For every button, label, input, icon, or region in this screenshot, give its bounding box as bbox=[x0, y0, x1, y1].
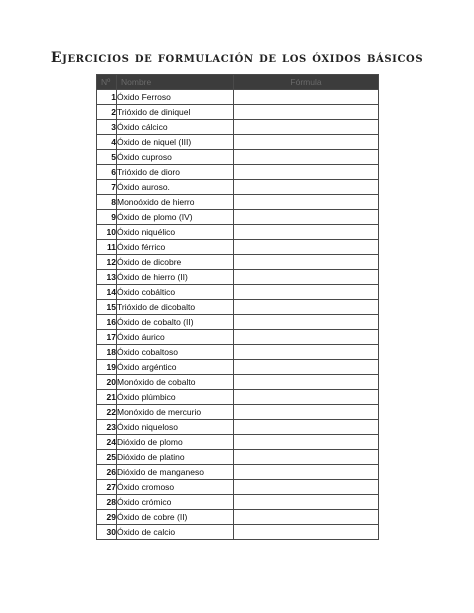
table-row bbox=[97, 315, 379, 330]
row-number: 16 bbox=[97, 315, 117, 330]
formula-cell[interactable] bbox=[234, 420, 379, 435]
table-row bbox=[97, 120, 379, 135]
table-row bbox=[97, 225, 379, 240]
formula-cell[interactable] bbox=[234, 495, 379, 510]
row-number: 1 bbox=[97, 90, 117, 105]
compound-name: Óxido de hierro (II) bbox=[117, 270, 234, 285]
formula-cell[interactable] bbox=[234, 510, 379, 525]
table-row bbox=[97, 435, 379, 450]
compound-name: Óxido plúmbico bbox=[117, 390, 234, 405]
row-number: 21 bbox=[97, 390, 117, 405]
formula-cell[interactable] bbox=[234, 525, 379, 540]
formula-cell[interactable] bbox=[234, 165, 379, 180]
table-body bbox=[97, 90, 379, 540]
page-title: Ejercicios de formulación de los óxidos básicos bbox=[50, 50, 424, 66]
row-number: 9 bbox=[97, 210, 117, 225]
table-row bbox=[97, 390, 379, 405]
row-number: 22 bbox=[97, 405, 117, 420]
compound-name: Dióxido de platino bbox=[117, 450, 234, 465]
compound-name: Óxido de calcio bbox=[117, 525, 234, 540]
compound-name: Monoóxido de hierro bbox=[117, 195, 234, 210]
row-number: 4 bbox=[97, 135, 117, 150]
formula-cell[interactable] bbox=[234, 315, 379, 330]
row-number: 3 bbox=[97, 120, 117, 135]
formula-cell[interactable] bbox=[234, 465, 379, 480]
table-row bbox=[97, 330, 379, 345]
row-number: 10 bbox=[97, 225, 117, 240]
compound-name: Óxido férrico bbox=[117, 240, 234, 255]
row-number: 17 bbox=[97, 330, 117, 345]
table-row bbox=[97, 510, 379, 525]
table-row bbox=[97, 480, 379, 495]
column-header-number: Nº bbox=[97, 75, 117, 90]
compound-name: Trióxido de dioro bbox=[117, 165, 234, 180]
row-number: 26 bbox=[97, 465, 117, 480]
row-number: 27 bbox=[97, 480, 117, 495]
formula-cell[interactable] bbox=[234, 285, 379, 300]
column-header-name: Nombre bbox=[117, 75, 234, 90]
row-number: 23 bbox=[97, 420, 117, 435]
row-number: 2 bbox=[97, 105, 117, 120]
compound-name: Óxido auroso. bbox=[117, 180, 234, 195]
formula-cell[interactable] bbox=[234, 390, 379, 405]
compound-name: Monóxido de cobalto bbox=[117, 375, 234, 390]
row-number: 19 bbox=[97, 360, 117, 375]
compound-name: Óxido niqueloso bbox=[117, 420, 234, 435]
table-row bbox=[97, 345, 379, 360]
compound-name: Dióxido de manganeso bbox=[117, 465, 234, 480]
table-row bbox=[97, 90, 379, 105]
formula-cell[interactable] bbox=[234, 345, 379, 360]
formula-cell[interactable] bbox=[234, 300, 379, 315]
table-row bbox=[97, 105, 379, 120]
row-number: 13 bbox=[97, 270, 117, 285]
row-number: 25 bbox=[97, 450, 117, 465]
formula-cell[interactable] bbox=[234, 360, 379, 375]
formula-cell[interactable] bbox=[234, 270, 379, 285]
compound-name: Dióxido de plomo bbox=[117, 435, 234, 450]
compound-name: Óxido de niquel (III) bbox=[117, 135, 234, 150]
compound-name: Trióxido de diniquel bbox=[117, 105, 234, 120]
table-row bbox=[97, 240, 379, 255]
compound-name: Trióxido de dicobalto bbox=[117, 300, 234, 315]
table-row bbox=[97, 165, 379, 180]
formula-cell[interactable] bbox=[234, 120, 379, 135]
formula-cell[interactable] bbox=[234, 450, 379, 465]
formula-cell[interactable] bbox=[234, 105, 379, 120]
compound-name: Óxido cromoso bbox=[117, 480, 234, 495]
row-number: 20 bbox=[97, 375, 117, 390]
table-row bbox=[97, 375, 379, 390]
column-header-formula: Fórmula bbox=[234, 75, 379, 90]
row-number: 7 bbox=[97, 180, 117, 195]
table-row bbox=[97, 285, 379, 300]
compound-name: Óxido argéntico bbox=[117, 360, 234, 375]
row-number: 15 bbox=[97, 300, 117, 315]
formula-cell[interactable] bbox=[234, 180, 379, 195]
compound-name: Óxido de cobalto (II) bbox=[117, 315, 234, 330]
row-number: 28 bbox=[97, 495, 117, 510]
table-row bbox=[97, 360, 379, 375]
row-number: 30 bbox=[97, 525, 117, 540]
table-header-row bbox=[97, 75, 379, 90]
compound-name: Óxido cuproso bbox=[117, 150, 234, 165]
compound-name: Óxido niquélico bbox=[117, 225, 234, 240]
formula-cell[interactable] bbox=[234, 435, 379, 450]
formula-cell[interactable] bbox=[234, 480, 379, 495]
table-row bbox=[97, 195, 379, 210]
formula-cell[interactable] bbox=[234, 135, 379, 150]
compound-name: Óxido cobaltoso bbox=[117, 345, 234, 360]
row-number: 8 bbox=[97, 195, 117, 210]
compound-name: Óxido Ferroso bbox=[117, 90, 234, 105]
formula-cell[interactable] bbox=[234, 255, 379, 270]
compound-name: Óxido cálcico bbox=[117, 120, 234, 135]
table-header bbox=[97, 75, 379, 90]
compound-name: Óxido áurico bbox=[117, 330, 234, 345]
formula-cell[interactable] bbox=[234, 405, 379, 420]
row-number: 29 bbox=[97, 510, 117, 525]
compound-name: Óxido de cobre (II) bbox=[117, 510, 234, 525]
formula-cell[interactable] bbox=[234, 375, 379, 390]
compound-name: Óxido cobáltico bbox=[117, 285, 234, 300]
compound-name: Monóxido de mercurio bbox=[117, 405, 234, 420]
compound-name: Óxido de dicobre bbox=[117, 255, 234, 270]
row-number: 18 bbox=[97, 345, 117, 360]
table-row bbox=[97, 450, 379, 465]
table-row bbox=[97, 405, 379, 420]
compound-name: Óxido crómico bbox=[117, 495, 234, 510]
table-row bbox=[97, 180, 379, 195]
table-row bbox=[97, 135, 379, 150]
table-row bbox=[97, 210, 379, 225]
table-row bbox=[97, 255, 379, 270]
table-row bbox=[97, 525, 379, 540]
formula-cell[interactable] bbox=[234, 210, 379, 225]
row-number: 12 bbox=[97, 255, 117, 270]
exercise-table bbox=[96, 74, 379, 540]
formula-cell[interactable] bbox=[234, 195, 379, 210]
row-number: 11 bbox=[97, 240, 117, 255]
table-row bbox=[97, 465, 379, 480]
formula-cell[interactable] bbox=[234, 225, 379, 240]
formula-cell[interactable] bbox=[234, 330, 379, 345]
row-number: 24 bbox=[97, 435, 117, 450]
formula-cell[interactable] bbox=[234, 150, 379, 165]
formula-cell[interactable] bbox=[234, 240, 379, 255]
row-number: 14 bbox=[97, 285, 117, 300]
table-row bbox=[97, 495, 379, 510]
table-row bbox=[97, 420, 379, 435]
table-row bbox=[97, 270, 379, 285]
table-row bbox=[97, 300, 379, 315]
formula-cell[interactable] bbox=[234, 90, 379, 105]
row-number: 6 bbox=[97, 165, 117, 180]
table-row bbox=[97, 150, 379, 165]
row-number: 5 bbox=[97, 150, 117, 165]
compound-name: Óxido de plomo (IV) bbox=[117, 210, 234, 225]
